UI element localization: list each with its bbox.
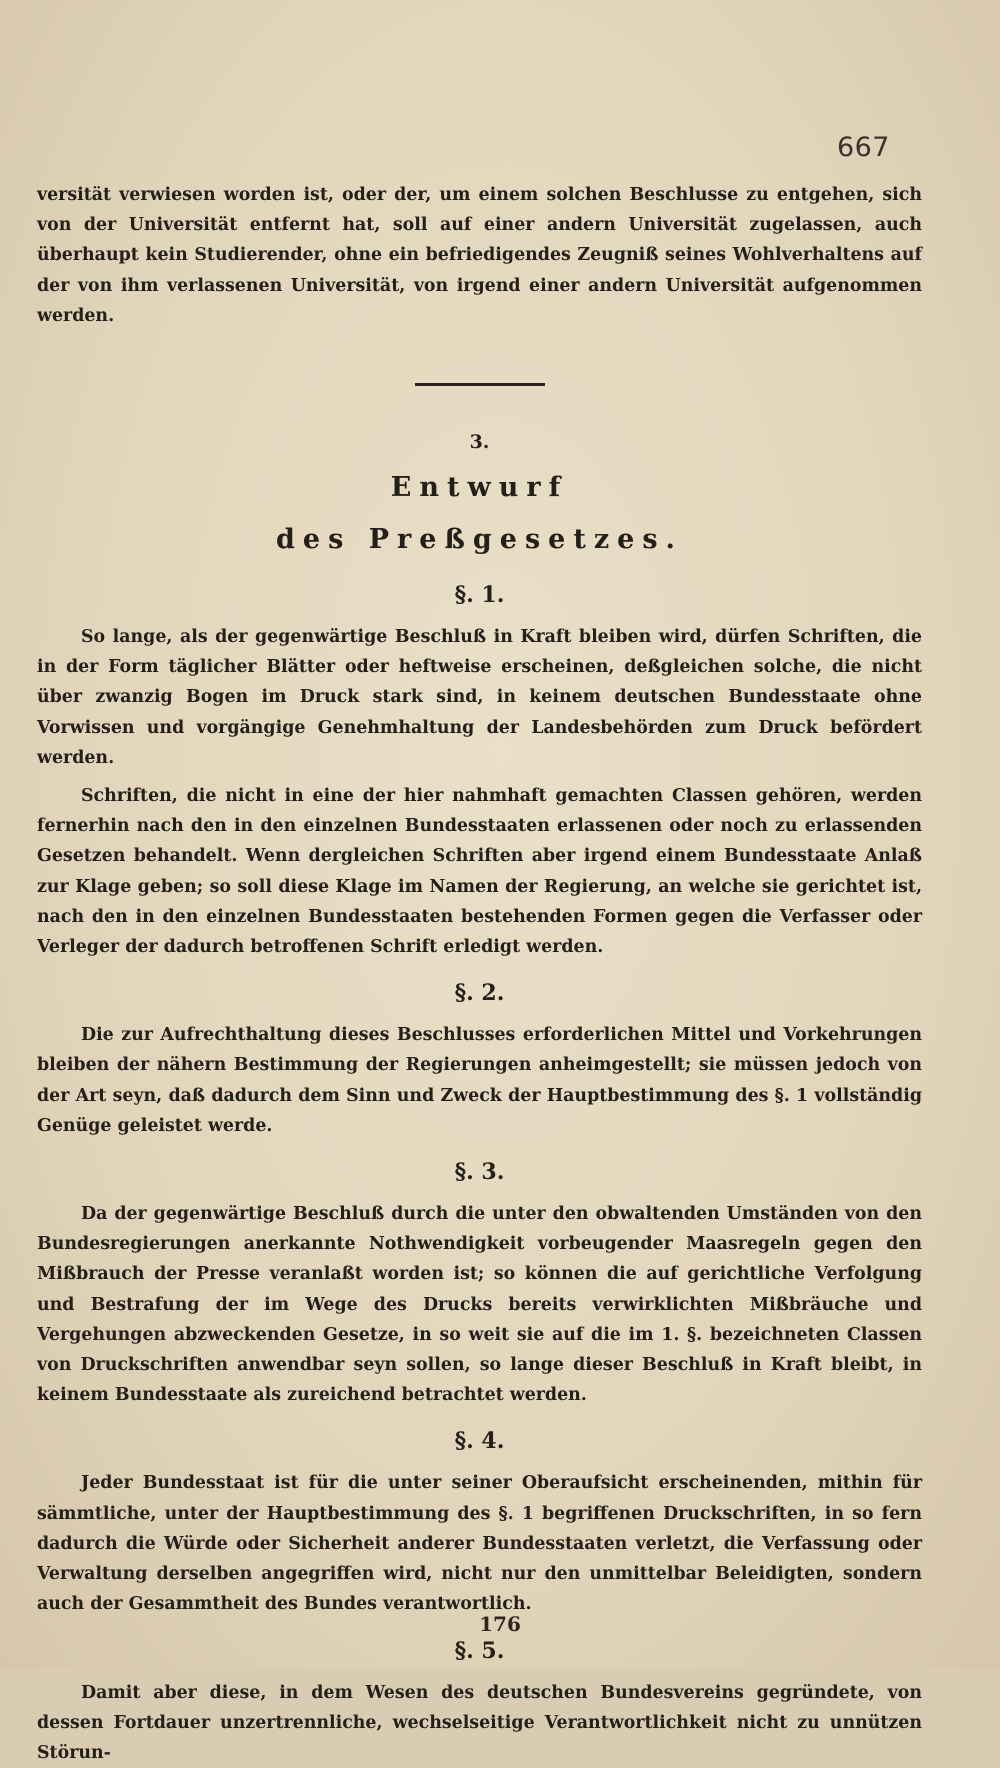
paragraph-heading-2: §. 2. xyxy=(37,976,922,1010)
section-subtitle: des Preßgesetzes. xyxy=(37,520,922,560)
paragraph-5-text: Damit aber diese, in dem Wesen des deutschen Bundesvereins gegründete, von dessen Fortdauer unzertrennliche, wechselseitige Verantwortlichkeit nicht zu unnützen Störun- xyxy=(37,1678,922,1768)
paragraph-heading-1: §. 1. xyxy=(37,578,922,612)
paragraph-1-text-2: Schriften, die nicht in eine der hier nahmhaft gemachten Classen gehören, werden fernerhin nach den in den einzelnen Bundesstaaten erlassenen oder noch zu erlassenden Gesetzen behandelt. Wenn dergleichen Schriften aber irgend einem Bundesstaate Anlaß zur Klage geben; so soll diese Klage im Namen der Regierung, an welche sie gerichtet ist, nach den in den einzelnen Bundesstaaten bestehenden Formen gegen die Verfasser oder Verleger der dadurch betroffenen Schrift erledigt werden. xyxy=(37,781,922,962)
page-number: 667 xyxy=(837,132,890,163)
paragraph-heading-5: §. 5. xyxy=(37,1634,922,1668)
page-content xyxy=(37,180,922,1768)
intro-paragraph: versität verwiesen worden ist, oder der, um einem solchen Beschlusse zu entgehen, sich von der Universität entfernt hat, soll auf einer andern Universität zugelassen, auch überhaupt kein Studierender, ohne ein befriedigendes Zeugniß seines Wohlverhaltens auf der von ihm verlassenen Universität, von irgend einer andern Universität aufgenommen werden. xyxy=(37,180,922,331)
paragraph-heading-4: §. 4. xyxy=(37,1424,922,1458)
paragraph-2-text: Die zur Aufrechthaltung dieses Beschlusses erforderlichen Mittel und Vorkehrungen bleiben der nähern Bestimmung der Regierungen anheimgestellt; sie müssen jedoch von der Art seyn, daß dadurch dem Sinn und Zweck der Hauptbestimmung des §. 1 vollständig Genüge geleistet werde. xyxy=(37,1020,922,1141)
paragraph-1-text-1: So lange, als der gegenwärtige Beschluß in Kraft bleiben wird, dürfen Schriften, die in der Form täglicher Blätter oder heftweise erscheinen, deßgleichen solche, die nicht über zwanzig Bogen im Druck stark sind, in keinem deutschen Bundesstaate ohne Vorwissen und vorgängige Genehmhaltung der Landesbehörden zum Druck befördert werden. xyxy=(37,622,922,773)
paragraph-3-text: Da der gegenwärtige Beschluß durch die unter den obwaltenden Umständen von den Bundesregierungen anerkannte Nothwendigkeit vorbeugender Maasregeln gegen den Mißbrauch der Presse veranlaßt worden ist; so können die auf gerichtliche Verfolgung und Bestrafung der im Wege des Drucks bereits verwirklichten Mißbräuche und Vergehungen abzweckenden Gesetze, in so weit sie auf die im 1. §. bezeichneten Classen von Druckschriften anwendbar seyn sollen, so lange dieser Beschluß in Kraft bleibt, in keinem Bundesstaate als zureichend betrachtet werden. xyxy=(37,1199,922,1410)
section-title: Entwurf xyxy=(37,468,922,508)
paragraph-heading-3: §. 3. xyxy=(37,1155,922,1189)
footer-number: 176 xyxy=(0,1612,1000,1636)
section-divider xyxy=(415,383,545,386)
section-number: 3. xyxy=(37,430,922,454)
paragraph-4-text: Jeder Bundesstaat ist für die unter seiner Oberaufsicht erscheinenden, mithin für sämmtliche, unter der Hauptbestimmung des §. 1 begriffenen Druckschriften, in so fern dadurch die Würde oder Sicherheit anderer Bundesstaaten verletzt, die Verfassung oder Verwaltung derselben angegriffen wird, nicht nur den unmittelbar Beleidigten, sondern auch der Gesammtheit des Bundes verantwortlich. xyxy=(37,1468,922,1619)
